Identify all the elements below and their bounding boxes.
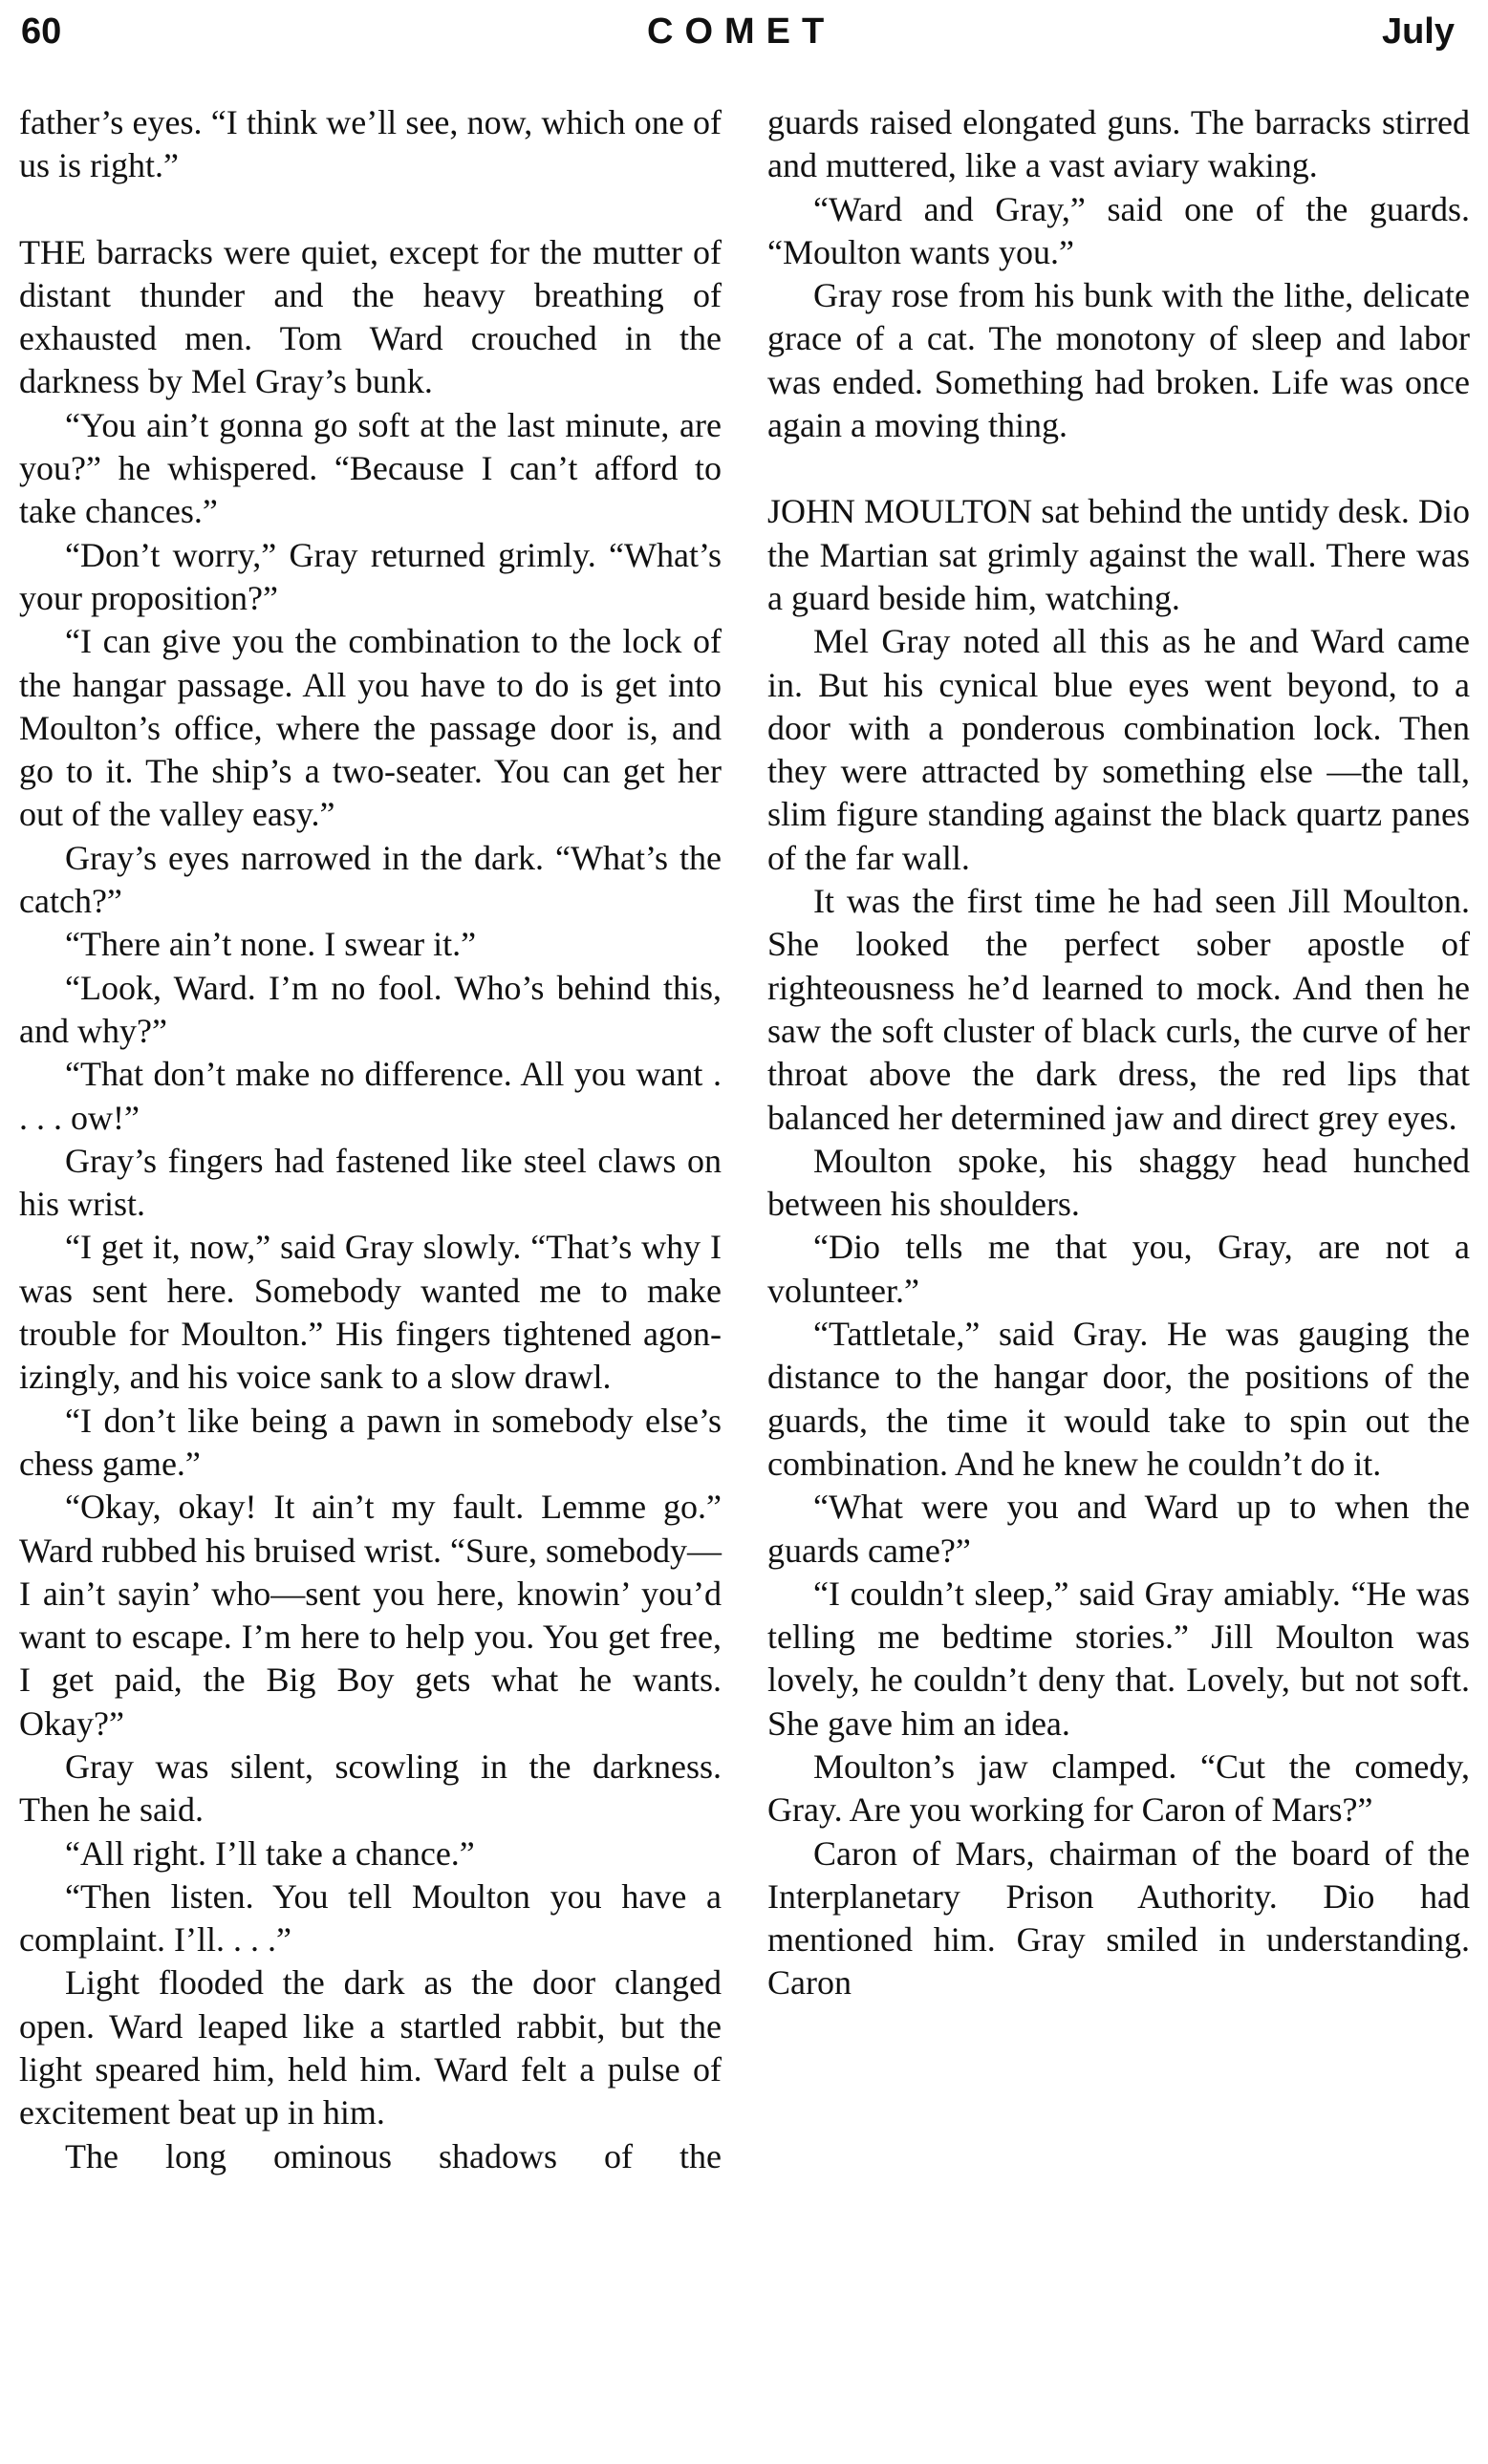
- left-column: [19, 101, 722, 2178]
- paragraph: “That don’t make no difference. All you want . . . . ow!”: [19, 1055, 722, 1137]
- paragraph: father’s eyes. “I think we’ll see, now, which one of us is right.”: [19, 103, 722, 185]
- paragraph: Light flooded the dark as the door clanged open. Ward leaped like a startled rabbit, but the light speared him, held him. Ward felt a pulse of excitement beat up in him.: [19, 1963, 722, 2132]
- paragraph: “I don’t like being a pawn in somebody else’s chess game.”: [19, 1401, 722, 1483]
- paragraph: Gray was silent, scowling in the darkness. Then he said.: [19, 1746, 722, 1830]
- paragraph: “Then listen. You tell Moulton you have a complaint. I’ll. . . .”: [19, 1876, 722, 1960]
- paragraph: “There ain’t none. I swear it.”: [65, 925, 477, 964]
- paragraph: “I can give you the combination to the lock of the hangar passage. All you have to do is get into Moulton’s office, where the passage door is, and go to it. The ship’s a two-seater. You can get her out of the valley easy.”: [19, 622, 722, 834]
- paragraph: “Don’t worry,” Gray returned grimly. “What’s your proposition?”: [19, 535, 722, 617]
- paragraph: guards raised elongated guns. The barracks stirred and muttered, like a vast aviary waking.: [767, 103, 1470, 185]
- paragraph: “Okay, okay! It ain’t my fault. Lemme go.” Ward rubbed his bruised wrist. “Sure, somebody—I ain’t sayin’ who—sent you here, knowin’ you’d want to escape. I’m here to help you. You get free, I get paid, the Big Boy gets what he wants. Okay?”: [19, 1488, 722, 1743]
- paragraph: “Tattletale,” said Gray. He was gauging the distance to the hangar door, the positions of the guards, the time it would take to spin out the combination. And he knew he couldn’t do it.: [767, 1315, 1470, 1483]
- page-number: 60: [21, 11, 62, 52]
- paragraph: Gray’s eyes narrowed in the dark. “What’s the catch?”: [19, 838, 722, 921]
- issue-month: July: [1381, 11, 1455, 52]
- paragraph: Moulton’s jaw clamped. “Cut the comedy, Gray. Are you working for Caron of Mars?”: [767, 1746, 1470, 1830]
- section-start-paragraph: JOHN MOULTON sat behind the untidy desk. Dio the Martian sat grimly against the wall. There was a guard beside him, watching.: [767, 492, 1470, 617]
- paragraph: “I get it, now,” said Gray slowly. “That’s why I was sent here. Somebody wanted me to make trouble for Moulton.” His fingers tightened agonizingly, and his voice sank to a slow drawl.: [19, 1228, 722, 1397]
- paragraph: Moulton spoke, his shaggy head hunched between his shoulders.: [767, 1141, 1470, 1224]
- paragraph: “Ward and Gray,” said one of the guards. “Moulton wants you.”: [767, 189, 1470, 271]
- paragraph: The long ominous shadows of the: [65, 2136, 722, 2175]
- paragraph: “You ain’t gonna go soft at the last minute, are you?” he whispered. “Because I can’t afford to take chances.”: [19, 405, 722, 531]
- paragraph: “What were you and Ward up to when the guards came?”: [767, 1488, 1470, 1570]
- right-column: [767, 101, 1470, 2005]
- paragraph: “Dio tells me that you, Gray, are not a volunteer.”: [767, 1228, 1470, 1310]
- paragraph: “All right. I’ll take a chance.”: [65, 1833, 475, 1873]
- section-start-paragraph: THE barracks were quiet, except for the mutter of distant thunder and the heavy breathing of exhausted men. Tom Ward crouched in the darkness by Mel Gray’s bunk.: [19, 232, 722, 401]
- paragraph: It was the first time he had seen Jill Moulton. She looked the perfect sober apostle of righteousness he’d learned to mock. And then he saw the soft cluster of black curls, the curve of her throat above the dark dress, the red lips that balanced her determined jaw and direct grey eyes.: [767, 882, 1470, 1137]
- paragraph: “Look, Ward. I’m no fool. Who’s behind this, and why?”: [19, 968, 722, 1050]
- paragraph: Caron of Mars, chairman of the board of the Interplanetary Prison Authority. Dio had mentioned him. Gray smiled in understanding. Caron: [767, 1833, 1470, 2003]
- paragraph: “I couldn’t sleep,” said Gray amiably. “He was telling me bedtime stories.” Jill Moulton was lovely, he couldn’t deny that. Lovely, but not soft. She gave him an idea.: [767, 1574, 1470, 1743]
- paragraph: Gray rose from his bunk with the lithe, delicate grace of a cat. The monotony of sleep and labor was ended. Something had broken. Life was once again a moving thing.: [767, 276, 1470, 445]
- paragraph: Mel Gray noted all this as he and Ward came in. But his cynical blue eyes went beyond, to a door with a ponderous combination lock. Then they were attracted by something else —the tall, slim figure standing against the black quartz panes of the far wall.: [767, 622, 1470, 877]
- magazine-title: COMET: [647, 11, 836, 52]
- page-header: [21, 11, 1455, 78]
- paragraph: Gray’s fingers had fastened like steel claws on his wrist.: [19, 1141, 722, 1224]
